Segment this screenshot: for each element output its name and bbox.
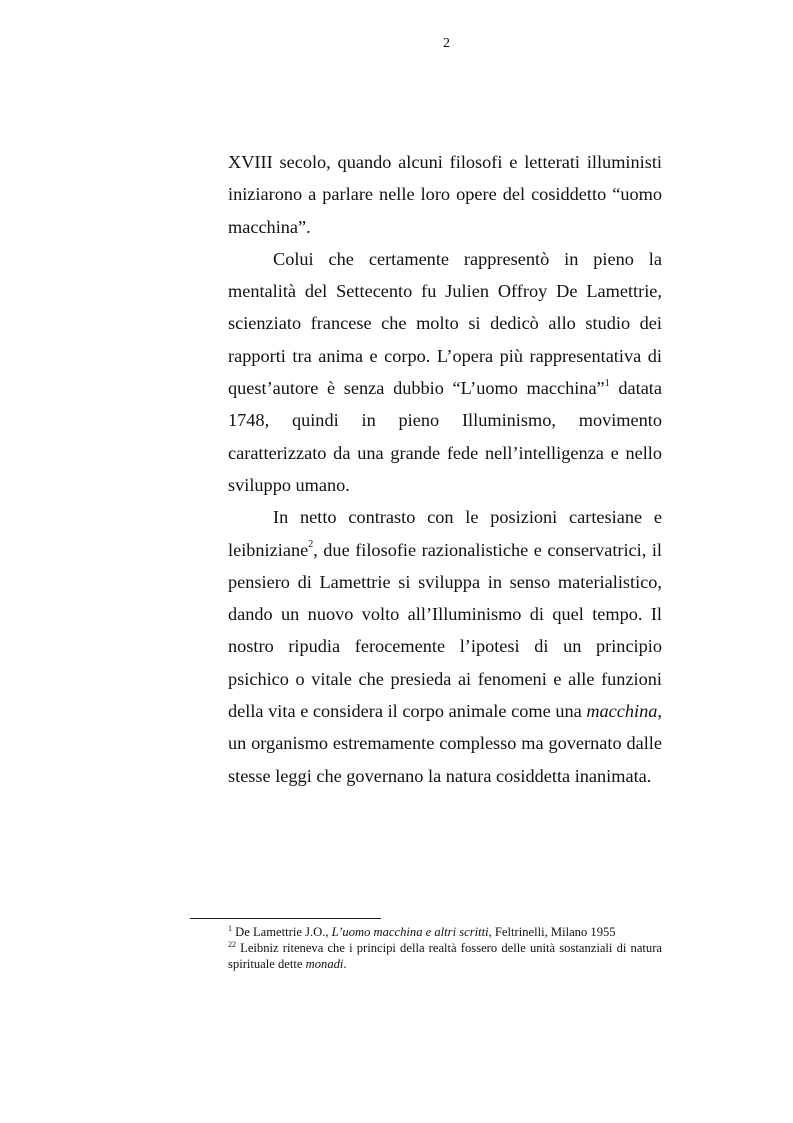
footnote-1-title: L’uomo macchina e altri scritti xyxy=(331,925,489,939)
footnote-1 xyxy=(228,924,662,940)
emphasis-macchina: macchina xyxy=(586,701,658,722)
footnote-ref-2: 2 xyxy=(308,539,314,551)
paragraph-3-text-b: , due filosofie razionalistiche e conservatrici, il pensiero di Lamettrie si sviluppa in senso materialistico, dando un nuovo volto all’Illuminismo di quel tempo. Il nostro ripudia ferocemente l’ipotesi di un principio psichico o vitale che presieda ai fenomeni e alle funzioni della vita e considera il corpo animale come una xyxy=(228,539,662,722)
page-number: 2 xyxy=(443,36,450,51)
footnote-2-text-b: . xyxy=(343,957,347,971)
paragraph-2-text-b: datata 1748, quindi in pieno Illuminismo, movimento caratterizzato da una grande fede nell’intelligenza e nello sviluppo umano. xyxy=(228,378,662,495)
footnote-1-text-a: De Lamettrie J.O., xyxy=(232,925,332,939)
footnote-2-term: monadi xyxy=(305,957,344,971)
footnote-1-text-b: , Feltrinelli, Milano 1955 xyxy=(488,925,616,939)
paragraph-1: XVIII secolo, quando alcuni filosofi e letterati illuministi iniziarono a parlare nelle loro opere del cosiddetto “uomo macchina”. xyxy=(228,152,662,237)
footnote-separator xyxy=(190,918,381,919)
footnote-2-marker: 22 xyxy=(228,939,236,949)
paragraph-2 xyxy=(228,243,662,501)
paragraph-3 xyxy=(228,501,662,792)
paragraph-3-text-a: In netto contrasto con le posizioni cartesiane e leibniziane xyxy=(228,507,662,560)
footnote-ref-1: 1 xyxy=(604,377,610,389)
main-text xyxy=(228,146,662,792)
paragraph-3-text-c: , un organismo estremamente complesso ma governato dalle stesse leggi che governano la natura cosiddetta inanimata. xyxy=(228,701,662,786)
paragraph-2-text-a: Colui che certamente rappresentò in pieno la mentalità del Settecento fu Julien Offroy De Lamettrie, scienziato francese che molto si dedicò allo studio dei rapporti tra anima e corpo. L’opera più rappresentativa di quest’autore è senza dubbio “L’uomo macchina” xyxy=(228,248,662,399)
footnote-1-marker: 1 xyxy=(228,923,232,933)
footnotes xyxy=(228,924,662,972)
footnote-2 xyxy=(228,940,662,972)
footnote-2-text-a: Leibniz riteneva che i principi della realtà fossero delle unità sostanziali di natura spirituale dette xyxy=(228,941,662,971)
